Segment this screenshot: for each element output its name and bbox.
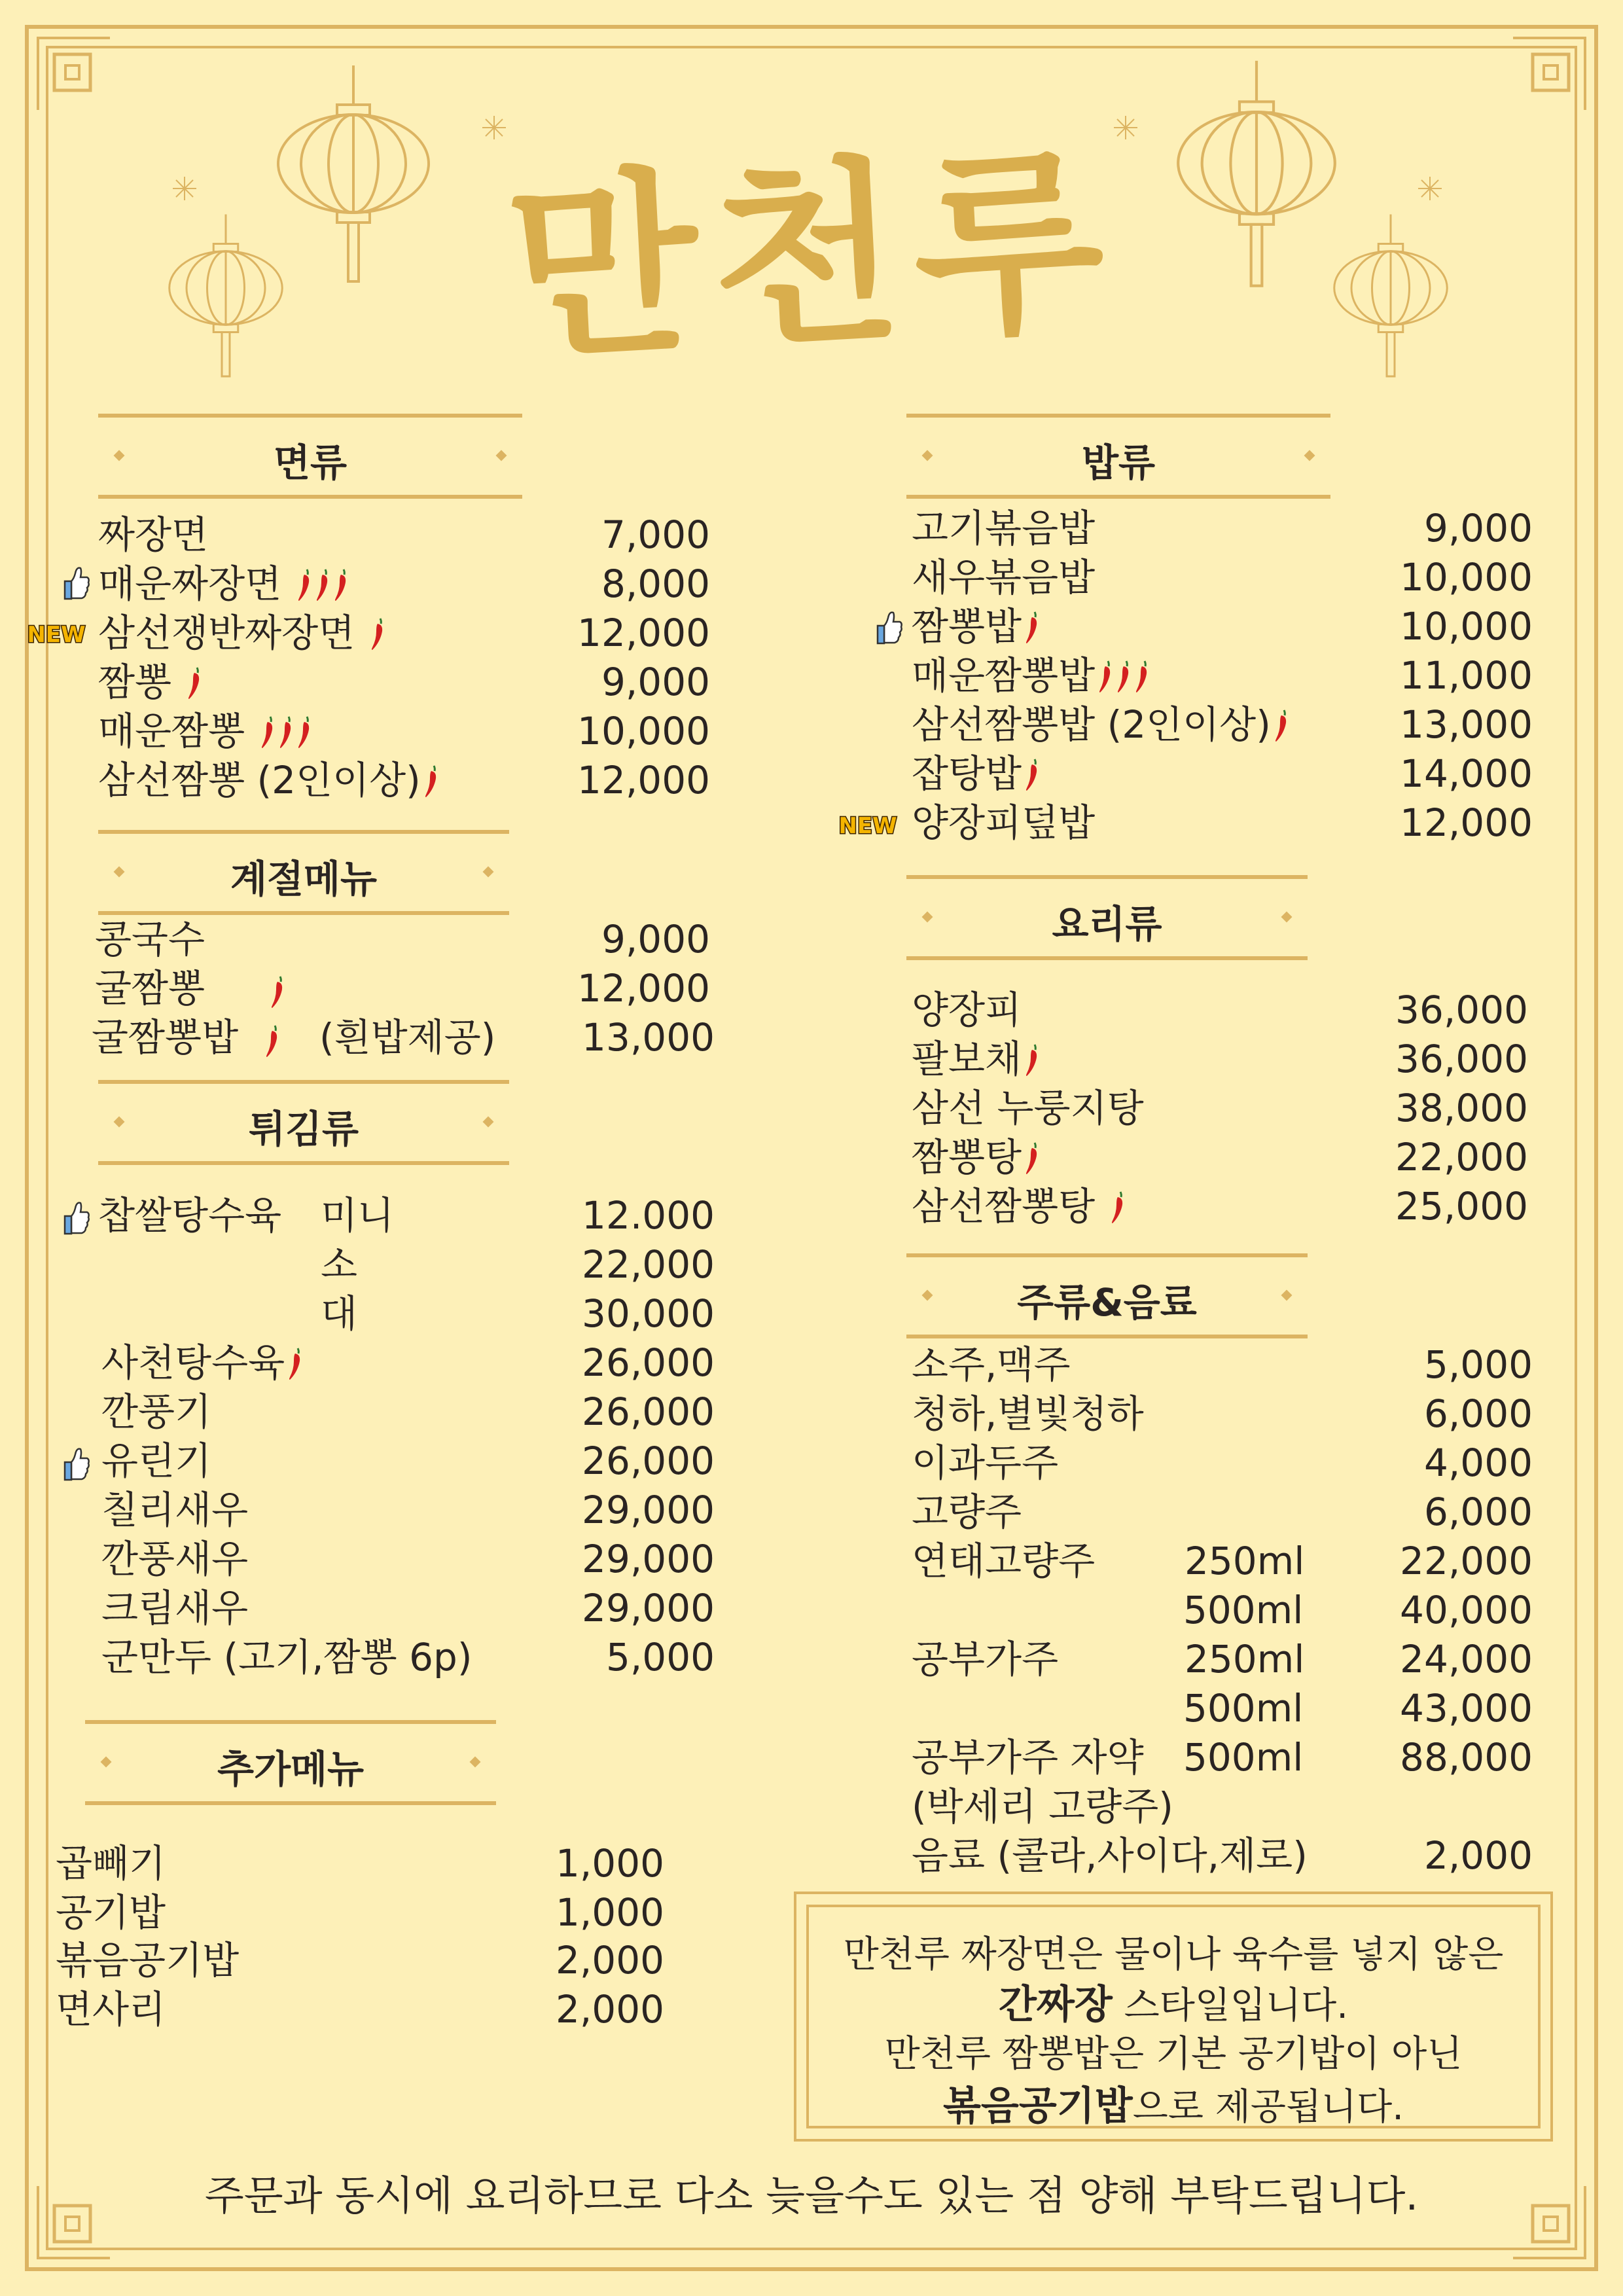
chili-pepper-icon bbox=[187, 666, 202, 700]
menu-item-price: 5,000 bbox=[1423, 1342, 1533, 1387]
section-title: 주류&음료 bbox=[1017, 1280, 1197, 1325]
section-header-fried bbox=[98, 1080, 509, 1165]
menu-item-name: 사천탕수육 bbox=[101, 1340, 303, 1386]
thumbs-up-icon bbox=[62, 1445, 91, 1482]
menu-item-price: 13,000 bbox=[582, 1015, 715, 1060]
menu-item-volume: 250ml bbox=[1185, 1539, 1305, 1583]
menu-item-price: 29,000 bbox=[582, 1537, 715, 1581]
section-title: 계절메뉴 bbox=[230, 857, 378, 901]
menu-item-name: 새우볶음밥 bbox=[912, 555, 1096, 600]
menu-item-price: 9,000 bbox=[601, 660, 710, 704]
menu-item-price: 26,000 bbox=[582, 1390, 715, 1434]
menu-item-name: 음료 (콜라,사이다,제로) bbox=[912, 1833, 1308, 1878]
menu-item-name: 크림새우 bbox=[101, 1586, 249, 1630]
menu-item-price: 12,000 bbox=[577, 611, 710, 655]
menu-item-name: 고기볶음밥 bbox=[912, 506, 1096, 550]
menu-item-price: 9,000 bbox=[601, 917, 710, 961]
menu-item-name: 깐풍새우 bbox=[101, 1537, 249, 1581]
section-title: 면류 bbox=[273, 440, 348, 485]
thumbs-up-icon bbox=[875, 609, 904, 645]
menu-item-price: 11,000 bbox=[1400, 653, 1533, 698]
chili-pepper-icon bbox=[264, 1024, 280, 1058]
menu-item-name: 청하,별빛청하 bbox=[912, 1391, 1144, 1436]
section-title: 튀김류 bbox=[248, 1107, 359, 1151]
menu-item-size: 대 bbox=[321, 1291, 358, 1336]
menu-item-price: 10,000 bbox=[577, 709, 710, 753]
menu-item-price: 26,000 bbox=[582, 1439, 715, 1483]
chili-pepper-icon bbox=[333, 568, 349, 602]
new-badge-icon bbox=[21, 619, 92, 648]
section-header-seasonal bbox=[98, 830, 509, 915]
section-header-noodles bbox=[98, 414, 522, 499]
menu-item-name: 짬뽕밥 bbox=[912, 603, 1040, 649]
menu-item-price: 36,000 bbox=[1395, 988, 1528, 1032]
chili-pepper-icon bbox=[315, 568, 330, 602]
info-line: 간짜장 스타일입니다. bbox=[998, 1982, 1349, 2028]
menu-item-price: 22,000 bbox=[1400, 1539, 1533, 1583]
chili-pepper-icon bbox=[270, 975, 285, 1009]
menu-item-name: 양장피 bbox=[912, 988, 1022, 1032]
menu-item-price: 26,000 bbox=[582, 1340, 715, 1385]
menu-item-size: 소 bbox=[321, 1242, 358, 1287]
menu-item-price: 12,000 bbox=[1400, 800, 1533, 845]
menu-item-name: 군만두 (고기,짬뽕 6p) bbox=[101, 1635, 473, 1679]
chili-pepper-icon bbox=[1134, 660, 1150, 694]
chili-pepper-icon bbox=[260, 715, 276, 749]
menu-item-volume: 250ml bbox=[1185, 1637, 1305, 1681]
menu-item-price: 43,000 bbox=[1400, 1686, 1533, 1731]
chili-pepper-icon bbox=[1097, 660, 1113, 694]
menu-item-name: 찹쌀탕수육 bbox=[98, 1193, 282, 1238]
menu-item-name: 굴짬뽕밥 bbox=[92, 1015, 239, 1060]
menu-item-size: 미니 bbox=[321, 1193, 395, 1238]
corner-ornament-icon bbox=[25, 25, 136, 136]
section-header-extra bbox=[85, 1720, 496, 1805]
menu-item-price: 10,000 bbox=[1400, 555, 1533, 600]
menu-item-name: 매운짬뽕밥 bbox=[912, 653, 1150, 698]
chili-pepper-icon bbox=[296, 715, 312, 749]
menu-item-name: 이과두주 bbox=[912, 1441, 1059, 1485]
menu-item-name: 공부가주 bbox=[912, 1637, 1059, 1681]
chili-pepper-icon bbox=[1116, 660, 1132, 694]
menu-item-name: 공기밥 bbox=[56, 1890, 166, 1935]
menu-item-price: 1,000 bbox=[555, 1841, 664, 1886]
chili-pepper-icon bbox=[1024, 1141, 1040, 1175]
chili-pepper-icon bbox=[1274, 709, 1289, 743]
menu-item-name: 곱빼기 bbox=[56, 1841, 166, 1886]
section-title: 밥류 bbox=[1081, 440, 1156, 485]
chili-pepper-icon bbox=[278, 715, 294, 749]
menu-item-price: 30,000 bbox=[582, 1291, 715, 1336]
menu-item-name: 삼선짬뽕탕 bbox=[912, 1183, 1126, 1229]
menu-item-name: 연태고량주 bbox=[912, 1539, 1096, 1583]
menu-item-price: 12.000 bbox=[582, 1193, 715, 1238]
menu-item-name: 삼선쟁반짜장면 bbox=[98, 610, 385, 656]
menu-item-volume: 500ml bbox=[1183, 1686, 1304, 1731]
chili-pepper-icon bbox=[287, 1347, 303, 1381]
section-header-drinks bbox=[906, 1253, 1308, 1338]
menu-item-name: 잡탕밥 bbox=[912, 751, 1040, 797]
menu-item-price: 6,000 bbox=[1423, 1490, 1533, 1534]
menu-item-subname: (박세리 고량주) bbox=[912, 1784, 1173, 1829]
menu-item-name: 양장피덮밥 bbox=[912, 800, 1096, 845]
menu-item-name: 소주,맥주 bbox=[912, 1342, 1071, 1387]
section-header-dishes bbox=[906, 875, 1308, 960]
menu-item-volume: 500ml bbox=[1183, 1588, 1304, 1632]
menu-item-name: 볶음공기밥 bbox=[56, 1938, 240, 1982]
chili-pepper-icon bbox=[370, 617, 385, 651]
chili-pepper-icon bbox=[296, 568, 312, 602]
menu-item-price: 36,000 bbox=[1395, 1037, 1528, 1081]
section-header-rice bbox=[906, 414, 1330, 499]
info-line: 만천루 짜장면은 물이나 육수를 넣지 않은 bbox=[843, 1933, 1504, 1976]
chili-pepper-icon bbox=[1024, 758, 1040, 792]
menu-item-name: 삼선짬뽕밥 (2인이상) bbox=[912, 702, 1289, 747]
restaurant-title: 만천루 bbox=[502, 123, 1122, 387]
menu-item-note: (흰밥제공) bbox=[319, 1015, 496, 1060]
menu-item-price: 24,000 bbox=[1400, 1637, 1533, 1681]
menu-item-price: 10,000 bbox=[1400, 604, 1533, 649]
menu-item-price: 2,000 bbox=[555, 1987, 664, 2032]
menu-item-price: 12,000 bbox=[577, 758, 710, 802]
menu-item-price: 29,000 bbox=[582, 1488, 715, 1532]
menu-item-name: 콩국수 bbox=[95, 917, 205, 961]
menu-item-price: 1,000 bbox=[555, 1890, 664, 1935]
menu-item-price: 14,000 bbox=[1400, 751, 1533, 796]
menu-item-price: 5,000 bbox=[605, 1635, 715, 1679]
section-title: 요리류 bbox=[1052, 902, 1162, 946]
menu-item-price: 9,000 bbox=[1423, 506, 1533, 550]
menu-item-price: 13,000 bbox=[1400, 702, 1533, 747]
menu-item-name: 삼선짬뽕 (2인이상) bbox=[98, 757, 439, 803]
thumbs-up-icon bbox=[62, 564, 91, 601]
menu-item-price: 8,000 bbox=[601, 562, 710, 606]
menu-item-name: 칠리새우 bbox=[101, 1488, 249, 1532]
menu-item-name: 깐풍기 bbox=[101, 1390, 212, 1434]
menu-item-name: 공부가주 자약 bbox=[912, 1735, 1144, 1780]
menu-item-price: 2,000 bbox=[555, 1938, 664, 1982]
menu-item-name: 짬뽕 bbox=[98, 659, 202, 705]
chili-pepper-icon bbox=[423, 764, 439, 798]
menu-item-name: 팔보채 bbox=[912, 1036, 1040, 1082]
chili-pepper-icon bbox=[1024, 1043, 1040, 1077]
menu-item-name: 짬뽕탕 bbox=[912, 1134, 1040, 1180]
menu-item-price: 40,000 bbox=[1400, 1588, 1533, 1632]
menu-item-price: 88,000 bbox=[1400, 1735, 1533, 1780]
menu-item-price: 12,000 bbox=[577, 966, 710, 1011]
menu-item-name: 고량주 bbox=[912, 1490, 1022, 1534]
menu-item-name: 면사리 bbox=[56, 1987, 166, 2032]
section-title: 추가메뉴 bbox=[217, 1747, 365, 1791]
menu-item-name: 굴짬뽕 bbox=[95, 966, 205, 1011]
menu-item-volume: 500ml bbox=[1183, 1735, 1304, 1780]
menu-item-price: 2,000 bbox=[1423, 1833, 1533, 1878]
footer-notice: 주문과 동시에 요리하므로 다소 늦을수도 있는 점 양해 부탁드립니다. bbox=[204, 2172, 1419, 2219]
menu-item-price: 22,000 bbox=[1395, 1135, 1528, 1179]
menu-item-price: 7,000 bbox=[601, 512, 710, 557]
menu-item-price: 4,000 bbox=[1423, 1441, 1533, 1485]
menu-item-name: 매운짜장면 bbox=[98, 561, 349, 607]
chili-pepper-icon bbox=[1110, 1191, 1126, 1225]
menu-item-price: 38,000 bbox=[1395, 1086, 1528, 1130]
menu-item-price: 29,000 bbox=[582, 1586, 715, 1630]
menu-item-price: 22,000 bbox=[582, 1242, 715, 1287]
new-badge-icon bbox=[832, 810, 903, 839]
menu-item-name: 짜장면 bbox=[98, 512, 209, 557]
menu-item-name: 매운짬뽕 bbox=[98, 708, 312, 754]
menu-item-price: 6,000 bbox=[1423, 1391, 1533, 1436]
info-line: 볶음공기밥으로 제공됩니다. bbox=[942, 2083, 1404, 2129]
menu-item-name: 유린기 bbox=[101, 1439, 212, 1483]
menu-item-name: 삼선 누룽지탕 bbox=[912, 1086, 1144, 1130]
thumbs-up-icon bbox=[62, 1199, 91, 1236]
menu-item-price: 25,000 bbox=[1395, 1184, 1528, 1229]
chili-pepper-icon bbox=[1024, 611, 1040, 645]
info-line: 만천루 짬뽕밥은 기본 공기밥이 아닌 bbox=[884, 2033, 1463, 2075]
